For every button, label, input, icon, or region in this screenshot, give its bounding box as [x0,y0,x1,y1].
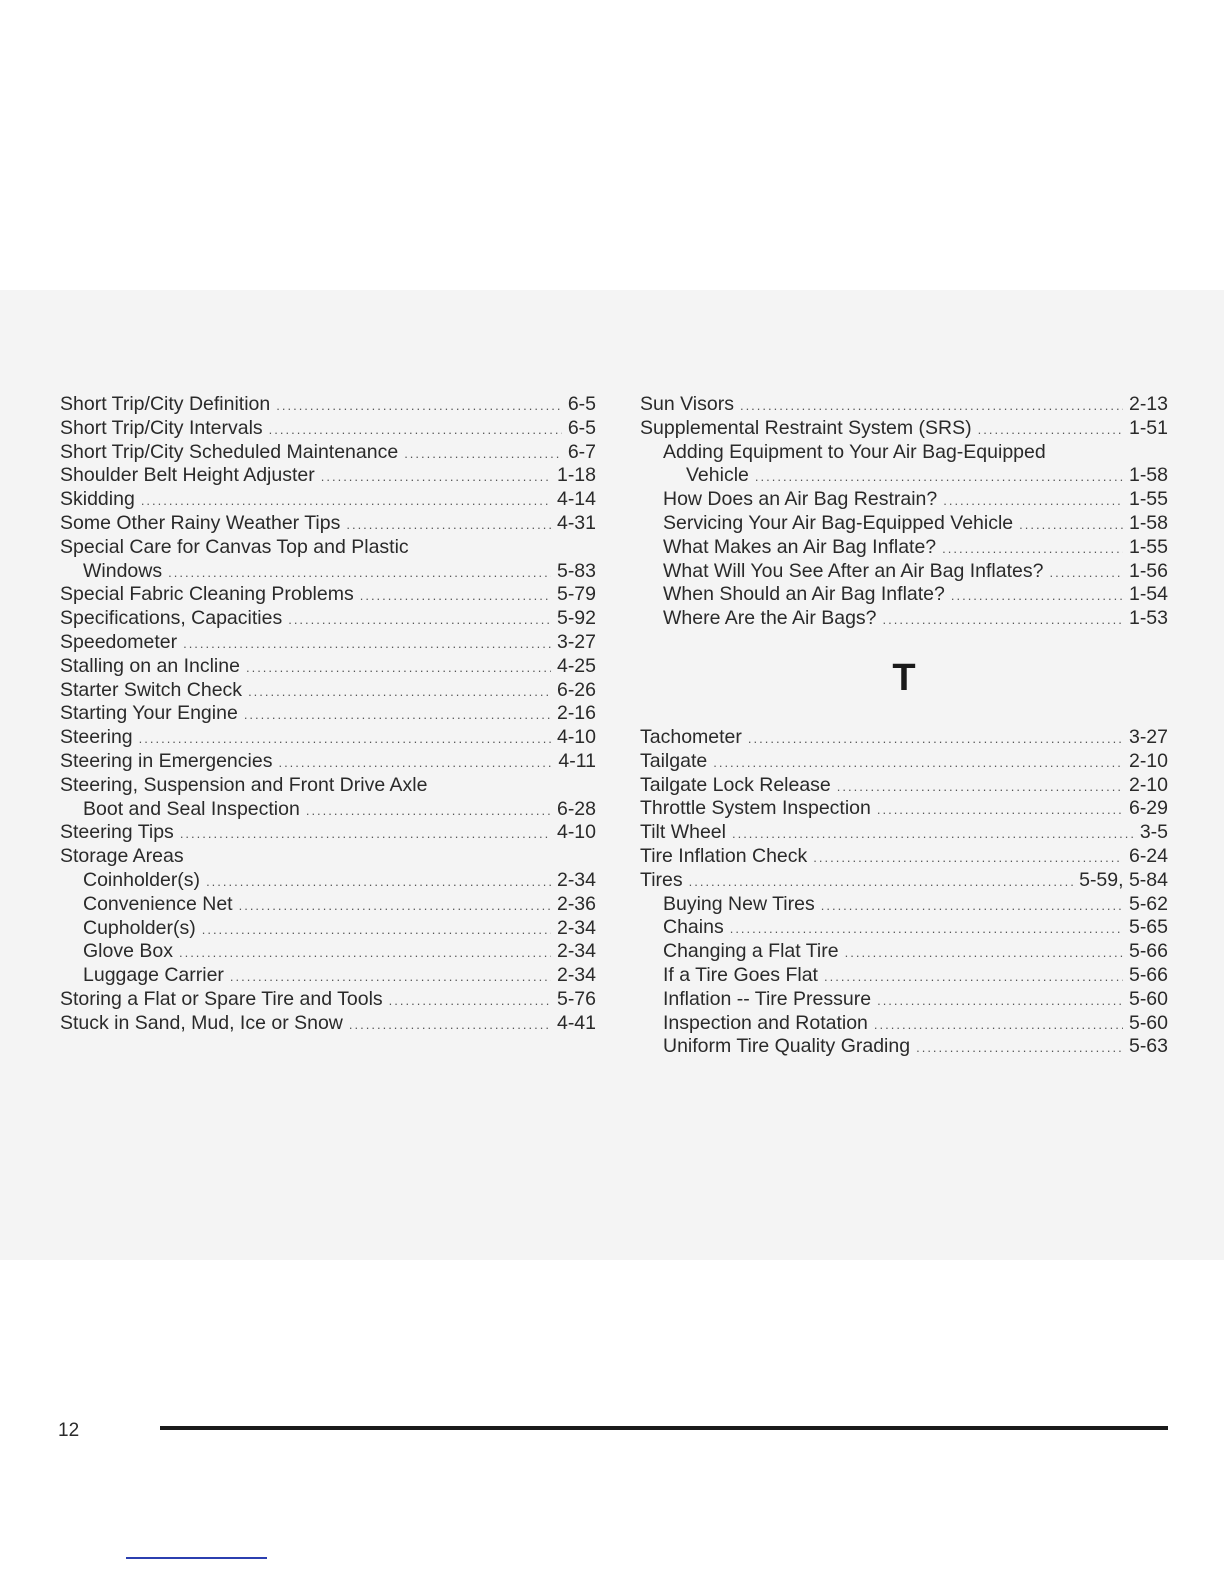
entry-page-ref: 5-66 [1128,940,1168,963]
index-entry [640,441,1168,465]
index-entry [60,441,596,465]
dot-leader [278,751,552,775]
dot-leader [389,989,551,1013]
entry-label: If a Tire Goes Flat [663,963,818,986]
index-entry [640,488,1168,512]
entry-page-ref: 5-65 [1128,916,1168,939]
index-entry [60,488,596,512]
entry-label: When Should an Air Bag Inflate? [663,583,945,606]
index-entry [640,988,1168,1012]
entry-label: Windows [83,559,163,582]
entry-label: Convenience Net [83,892,233,915]
dot-leader [269,418,562,442]
index-entry [60,917,596,941]
entry-label: Stuck in Sand, Mud, Ice or Snow [60,1011,343,1034]
dot-leader [179,941,551,965]
index-entry [60,631,596,655]
index-entry [60,940,596,964]
index-entry [640,536,1168,560]
entry-label: Luggage Carrier [83,964,224,987]
dot-leader [288,608,551,632]
index-entry [640,607,1168,631]
index-entry [640,393,1168,417]
entry-page-ref: 1-55 [1128,535,1168,558]
dot-leader [732,822,1134,846]
dot-leader [168,561,551,585]
dot-leader [740,394,1123,418]
dot-leader [689,870,1073,894]
dot-leader [349,1013,551,1037]
dot-leader [877,989,1123,1013]
entry-label: What Will You See After an Air Bag Inflates? [663,559,1044,582]
dot-leader [346,513,551,537]
entry-page-ref: 5-60 [1128,1011,1168,1034]
entry-label: Buying New Tires [663,892,815,915]
entry-label: Cupholder(s) [83,916,196,939]
entry-page-ref: 1-53 [1128,607,1168,630]
entry-label: Inspection and Rotation [663,1011,868,1034]
index-entry [60,536,596,560]
footer-rule [160,1426,1168,1430]
entry-label: Inflation -- Tire Pressure [663,987,872,1010]
entry-label: How Does an Air Bag Restrain? [663,488,938,511]
entry-label: Steering Tips [60,821,174,844]
index-entry [640,869,1168,893]
entry-label: Short Trip/City Definition [60,393,271,415]
entry-page-ref: 6-24 [1128,844,1168,867]
entry-page-ref: 1-56 [1128,559,1168,582]
index-entry [60,583,596,607]
dot-leader [821,894,1123,918]
entry-page-ref: 4-14 [556,488,596,511]
index-group-s [640,393,1168,631]
index-entry [60,821,596,845]
entry-label: Steering in Emergencies [60,749,273,772]
dot-leader [730,917,1123,941]
dot-leader [978,418,1123,442]
entry-page-ref: 5-59, 5-84 [1079,868,1168,891]
entry-page-ref: 5-63 [1128,1035,1168,1058]
link-underline [126,1557,267,1559]
entry-page-ref: 6-7 [567,440,596,463]
dot-leader [942,537,1123,561]
entry-label: Starter Switch Check [60,678,243,701]
entry-page-ref: 2-36 [556,892,596,915]
entry-page-ref: 2-10 [1128,749,1168,772]
entry-page-ref: 5-76 [556,987,596,1010]
entry-label: Steering [60,726,133,749]
index-column-left [60,393,596,1036]
dot-leader [883,608,1123,632]
entry-label: Throttle System Inspection [640,797,871,820]
index-entry [640,583,1168,607]
entry-label: Tires [640,868,683,891]
dot-leader [877,798,1123,822]
index-entry [60,1012,596,1036]
entry-label: Coinholder(s) [83,868,201,891]
entry-page-ref: 2-34 [556,940,596,963]
entry-page-ref: 1-58 [1128,464,1168,487]
entry-label: Special Fabric Cleaning Problems [60,583,354,606]
index-entry [60,417,596,441]
dot-leader [321,465,551,489]
entry-page-ref: 4-41 [556,1011,596,1034]
index-entry [60,393,596,417]
dot-leader [845,941,1123,965]
dot-leader [1049,561,1122,585]
dot-leader [951,584,1123,608]
entry-label: Steering, Suspension and Front Drive Axle [60,773,428,796]
dot-leader [943,489,1123,513]
entry-page-ref: 4-10 [556,726,596,749]
index-entry [60,798,596,822]
dot-leader [1019,513,1123,537]
entry-label: Changing a Flat Tire [663,940,839,963]
index-entry [640,1012,1168,1036]
index-entry [60,702,596,726]
index-entry [60,869,596,893]
entry-page-ref: 5-66 [1128,963,1168,986]
index-entry [640,726,1168,750]
index-entry [640,916,1168,940]
entry-label: Where Are the Air Bags? [663,607,877,630]
entry-page-ref: 6-5 [567,416,596,439]
entry-label: Some Other Rainy Weather Tips [60,511,341,534]
index-entry [60,560,596,584]
entry-label: Speedometer [60,630,178,653]
index-group-t [640,726,1168,1059]
entry-page-ref: 4-25 [556,654,596,677]
dot-leader [404,442,562,466]
dot-leader [824,965,1123,989]
entry-page-ref: 1-54 [1128,583,1168,606]
entry-page-ref: 2-10 [1128,773,1168,796]
dot-leader [139,727,551,751]
entry-label: Special Care for Canvas Top and Plastic [60,535,409,558]
index-entry [640,560,1168,584]
entry-label: Storage Areas [60,845,184,868]
dot-leader [874,1013,1123,1037]
index-entry [60,893,596,917]
entry-page-ref: 1-55 [1128,488,1168,511]
index-entry [60,655,596,679]
entry-page-ref: 3-5 [1139,821,1168,844]
index-page [0,290,1224,1441]
entry-label: Boot and Seal Inspection [83,797,300,820]
entry-page-ref: 2-34 [556,868,596,891]
entry-label: Servicing Your Air Bag-Equipped Vehicle [663,511,1014,534]
entry-page-ref: 6-5 [567,393,596,415]
dot-leader [183,632,551,656]
index-entry [640,750,1168,774]
entry-page-ref: 6-28 [556,797,596,820]
entry-label: Skidding [60,488,135,511]
dot-leader [244,703,551,727]
index-entry [60,607,596,631]
index-entry [640,464,1168,488]
entry-label: Short Trip/City Scheduled Maintenance [60,440,399,463]
dot-leader [713,751,1123,775]
entry-label: Starting Your Engine [60,702,238,725]
entry-label: Adding Equipment to Your Air Bag-Equipped [663,440,1046,463]
entry-label: What Makes an Air Bag Inflate? [663,535,937,558]
dot-leader [837,775,1123,799]
entry-label: Tailgate Lock Release [640,773,831,796]
index-entry [60,845,596,869]
index-entry [640,893,1168,917]
entry-label: Glove Box [83,940,173,963]
entry-page-ref: 1-58 [1128,511,1168,534]
entry-page-ref: 4-11 [558,749,596,772]
entry-page-ref: 5-79 [556,583,596,606]
entry-label: Storing a Flat or Spare Tire and Tools [60,987,383,1010]
index-entry [60,726,596,750]
index-entry [640,1035,1168,1059]
entry-page-ref: 2-34 [556,916,596,939]
dot-leader [180,822,551,846]
entry-page-ref: 2-13 [1128,393,1168,415]
entry-label: Uniform Tire Quality Grading [663,1035,911,1058]
index-entry [640,964,1168,988]
entry-page-ref: 1-18 [556,464,596,487]
entry-page-ref: 5-83 [556,559,596,582]
dot-leader [248,680,551,704]
dot-leader [202,918,551,942]
index-entry [640,845,1168,869]
entry-label: Tire Inflation Check [640,844,808,867]
entry-label: Shoulder Belt Height Adjuster [60,464,315,487]
entry-page-ref: 4-10 [556,821,596,844]
index-entry [60,679,596,703]
entry-label: Chains [663,916,724,939]
entry-label: Tailgate [640,749,708,772]
entry-label: Tilt Wheel [640,821,726,844]
dot-leader [748,727,1123,751]
dot-leader [141,489,551,513]
index-entry [640,797,1168,821]
dot-leader [306,799,551,823]
index-entry [60,750,596,774]
index-entry [60,964,596,988]
index-entry [60,774,596,798]
page-number: 12 [58,1420,80,1441]
index-entry [640,512,1168,536]
entry-label: Supplemental Restraint System (SRS) [640,416,972,439]
entry-page-ref: 5-62 [1128,892,1168,915]
index-entry [640,821,1168,845]
index-entry [60,512,596,536]
entry-label: Tachometer [640,725,742,748]
entry-page-ref: 2-34 [556,964,596,987]
dot-leader [360,584,551,608]
entry-page-ref: 3-27 [1128,725,1168,748]
index-entry [640,774,1168,798]
entry-label: Sun Visors [640,393,734,415]
dot-leader [276,394,562,418]
index-entry [60,988,596,1012]
index-entry [60,464,596,488]
entry-page-ref: 2-16 [556,702,596,725]
entry-page-ref: 1-51 [1128,416,1168,439]
dot-leader [239,894,551,918]
entry-label: Specifications, Capacities [60,607,283,630]
index-entry [640,940,1168,964]
dot-leader [230,965,551,989]
entry-page-ref: 4-31 [556,511,596,534]
entry-label: Stalling on an Incline [60,654,240,677]
entry-label: Vehicle [686,464,749,487]
entry-page-ref: 5-60 [1128,987,1168,1010]
section-letter-heading: T [892,656,916,699]
dot-leader [206,870,551,894]
entry-page-ref: 6-26 [556,678,596,701]
dot-leader [916,1036,1123,1060]
dot-leader [755,465,1123,489]
index-column-right [640,393,1168,1059]
entry-page-ref: 6-29 [1128,797,1168,820]
entry-page-ref: 5-92 [556,607,596,630]
entry-label: Short Trip/City Intervals [60,416,263,439]
index-entry [640,417,1168,441]
dot-leader [813,846,1123,870]
entry-page-ref: 3-27 [556,630,596,653]
dot-leader [246,656,551,680]
